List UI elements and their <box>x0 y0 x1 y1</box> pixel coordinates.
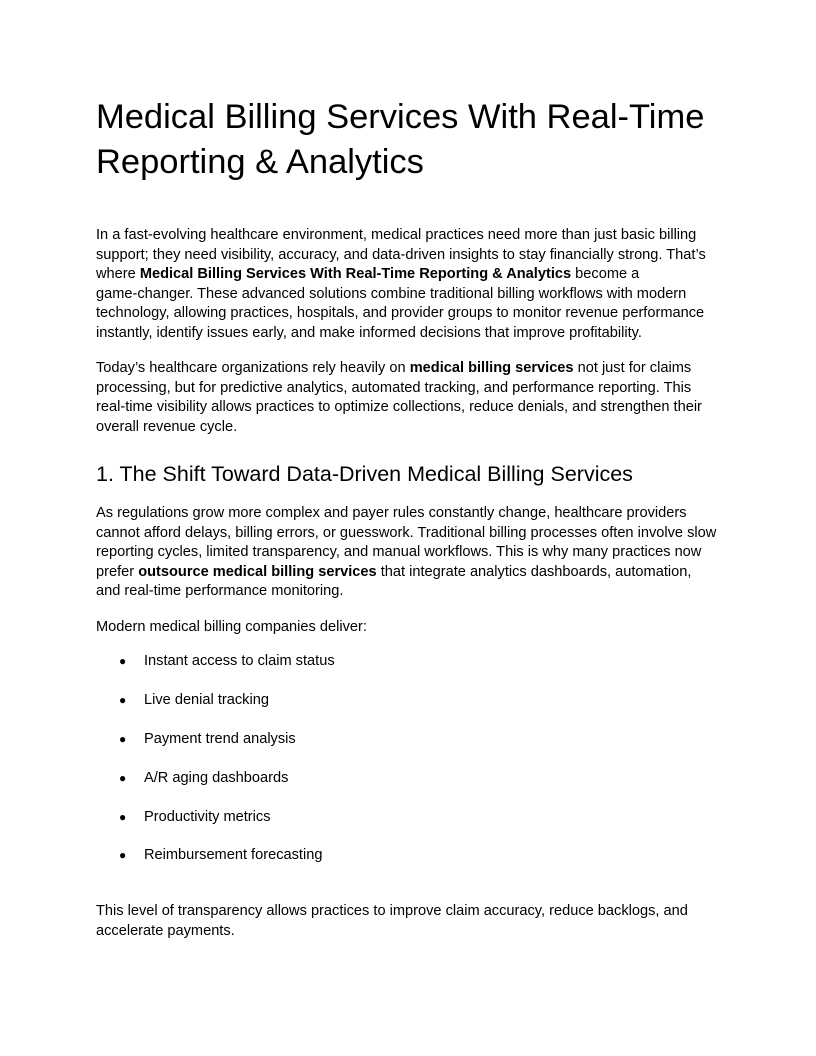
intro-line: technology, allowing practices, hospitals, and provider groups to monitor revenue performance <box>96 305 705 322</box>
today-line: overall revenue cycle. <box>96 418 238 435</box>
today-line: real-time visibility allows practices to optimize collections, reduce denials, and strengthen their <box>96 399 702 416</box>
list-item-text: A/R aging dashboards <box>144 769 289 786</box>
list-item <box>96 730 335 750</box>
section-1-line: As regulations grow more complex and payer rules constantly change, healthcare providers <box>96 505 687 521</box>
intro-text: become a <box>571 266 640 283</box>
list-item-text: Productivity metrics <box>144 808 271 825</box>
today-bold-keyword: medical billing services <box>409 360 574 376</box>
bullet-icon: ● <box>119 692 127 707</box>
today-text: Today’s healthcare organizations rely heavily on <box>96 360 410 376</box>
section-1-paragraph <box>96 504 728 602</box>
section-1-heading: 1. The Shift Toward Data-Driven Medical Billing Services <box>96 462 633 486</box>
list-item <box>96 846 335 866</box>
list-item-text: Payment trend analysis <box>144 730 296 747</box>
bullet-icon: ● <box>119 770 127 785</box>
section-1-bold-keyword: outsource medical billing services <box>138 563 377 580</box>
section-1-text: prefer <box>96 563 139 580</box>
bullet-icon: ● <box>119 809 127 824</box>
section-1-line: and real-time performance monitoring. <box>96 583 344 600</box>
lead-in-line: Modern medical billing companies deliver: <box>96 619 367 635</box>
intro-line: support; they need visibility, accuracy, and data-driven insights to stay financially strong. That’s <box>96 246 706 263</box>
title-line-1: Medical Billing Services With Real-Time <box>96 98 705 136</box>
intro-line: game-changer. These advanced solutions combine traditional billing workflows with modern <box>96 285 687 302</box>
section-1-line <box>96 563 728 583</box>
intro-text: where <box>96 266 140 283</box>
section-1-line: reporting cycles, limited transparency, and manual workflows. This is why many practices now <box>96 544 702 561</box>
section-1-line: cannot afford delays, billing errors, or guesswork. Traditional billing processes often involve slow <box>96 524 717 541</box>
features-list <box>96 652 335 885</box>
list-item <box>96 769 335 789</box>
section-1-text: that integrate analytics dashboards, automation, <box>376 563 692 580</box>
title-line-2: Reporting & Analytics <box>96 143 424 181</box>
list-item <box>96 808 335 828</box>
closing-line: accelerate payments. <box>96 922 235 939</box>
bullet-icon: ● <box>119 848 127 863</box>
intro-paragraph <box>96 226 728 344</box>
today-paragraph <box>96 359 728 437</box>
today-line: processing, but for predictive analytics, automated tracking, and performance reporting. This <box>96 379 692 396</box>
lead-in-text <box>96 618 728 638</box>
list-item <box>96 652 335 672</box>
list-item-text: Reimbursement forecasting <box>144 847 323 864</box>
list-item <box>96 691 335 711</box>
bullet-icon: ● <box>119 654 127 668</box>
intro-line: instantly, identify issues early, and make informed decisions that improve profitability. <box>96 324 642 341</box>
intro-line <box>96 265 728 285</box>
closing-line: This level of transparency allows practices to improve claim accuracy, reduce backlogs, and <box>96 903 688 919</box>
today-text: not just for claims <box>573 360 692 376</box>
closing-paragraph <box>96 902 728 941</box>
document-title <box>96 95 736 185</box>
today-line <box>96 359 728 379</box>
intro-line: In a fast-evolving healthcare environment, medical practices need more than just basic billing <box>96 227 697 243</box>
list-item-text: Live denial tracking <box>144 691 269 708</box>
intro-bold-keyword: Medical Billing Services With Real-Time Reporting & Analytics <box>139 266 572 283</box>
bullet-icon: ● <box>119 731 127 746</box>
list-item-text: Instant access to claim status <box>144 653 335 669</box>
